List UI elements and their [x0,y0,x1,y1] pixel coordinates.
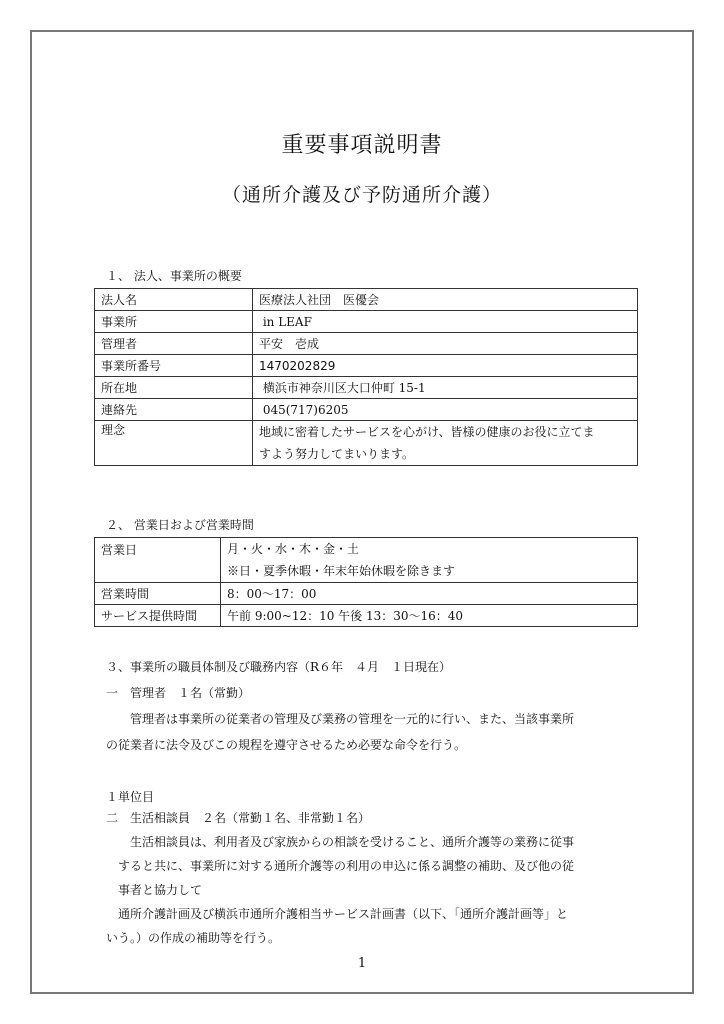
paragraph-line: 管理者は事業所の従業者の管理及び業務の管理を一元的に行い、また、当該事業所 [130,712,575,726]
row-key: 管理者 [95,333,253,355]
counselor-item: 二 生活相談員 ２名（常勤１名、非常勤１名） [106,811,371,825]
value-line: ※日・夏季休暇・年末年始休暇を除きます [227,564,456,578]
row-value: 045(717)6205 [253,399,638,421]
row-key: 事業所番号 [95,355,253,377]
row-value: 8：00～17：00 [221,583,638,605]
row-value: 横浜市神奈川区大口仲町 15-1 [253,377,638,399]
row-value: 平安 壱成 [253,333,638,355]
table-row [95,399,638,421]
row-key: 営業日 [95,538,221,583]
paragraph-line: いう。）の作成の補助等を行う。 [106,931,281,945]
section2-heading: ２、 営業日および営業時間 [106,518,254,532]
row-key: サービス提供時間 [95,605,221,627]
page-number: 1 [357,956,367,971]
table-row [95,355,638,377]
table-row [95,289,638,311]
section1-heading: １、 法人、事業所の概要 [106,269,242,283]
paragraph-line: すると共に、事業所に対する通所介護等の利用の申込に係る調整の補助、及び他の従 [118,859,575,873]
row-key: 営業時間 [95,583,221,605]
business-hours-table [94,537,638,627]
table-row [95,538,638,583]
row-value [221,538,638,583]
paragraph-line: の従業者に法令及びこの規程を遵守させるため必要な命令を行う。 [106,738,467,752]
section3-heading: ３、事業所の職員体制及び職務内容（R６年 ４月 １日現在） [106,660,452,674]
paragraph-line: 事者と協力して [118,883,203,897]
value-line: すよう努力してまいります。 [259,447,415,461]
row-key: 事業所 [95,311,253,333]
paragraph-line: 生活相談員は、利用者及び家族からの相談を受けること、通所介護等の業務に従事 [130,835,575,849]
table-row [95,583,638,605]
row-value [253,421,638,466]
document-title: 重要事項説明書 [281,133,443,158]
corporation-overview-table [94,288,638,466]
row-value: in LEAF [253,311,638,333]
value-line: 月・火・水・木・金・土 [227,542,360,556]
manager-item: 一 管理者 １名（常勤） [106,686,251,700]
document-subtitle: （通所介護及び予防通所介護） [221,184,502,206]
row-key: 理念 [95,421,253,466]
paragraph-line: 通所介護計画及び横浜市通所介護相当サービス計画書（以下、「通所介護計画等」と [118,907,569,921]
value-line: 地域に密着したサービスを心がけ、皆様の健康のお役に立てま [259,425,595,439]
row-key: 所在地 [95,377,253,399]
row-key: 連絡先 [95,399,253,421]
table-row [95,421,638,466]
table-row [95,377,638,399]
table-row [95,605,638,627]
row-value: 1470202829 [253,355,638,377]
table-row [95,333,638,355]
unit-label: １単位目 [106,790,155,804]
row-value: 医療法人社団 医優会 [253,289,638,311]
table-row [95,311,638,333]
row-key: 法人名 [95,289,253,311]
row-value: 午前 9:00~12：10 午後 13：30～16：40 [221,605,638,627]
